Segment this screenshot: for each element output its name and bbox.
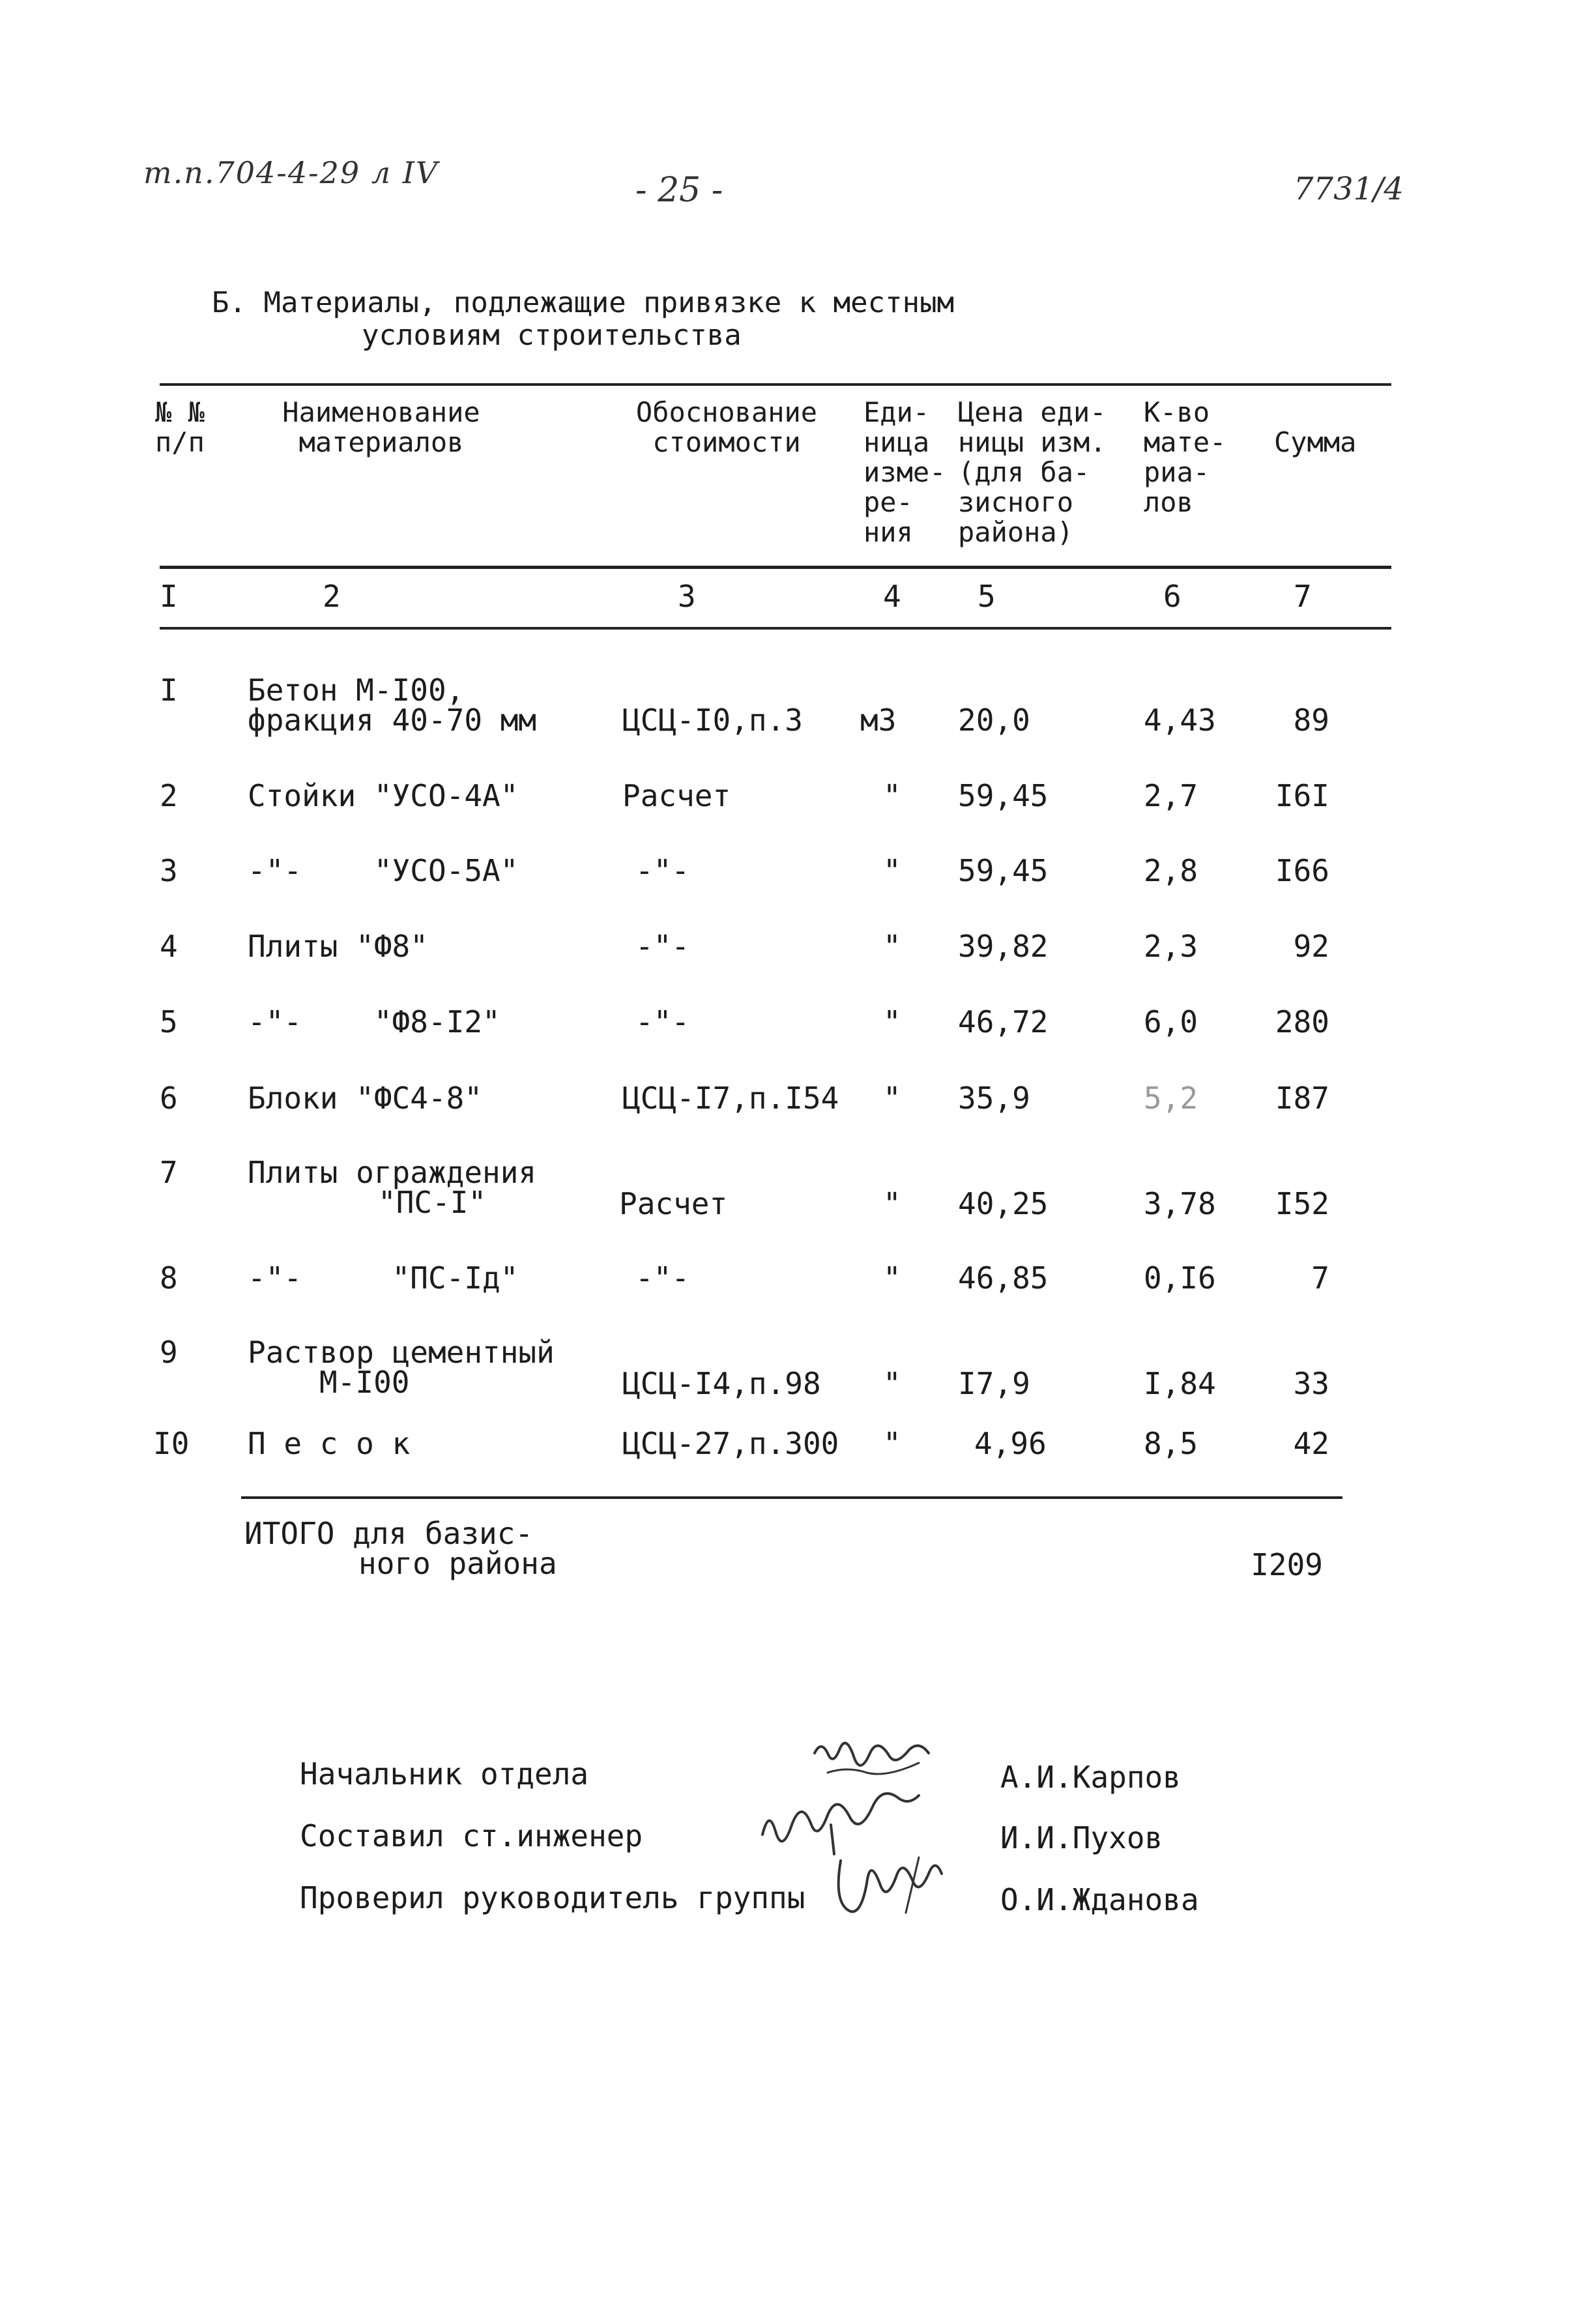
table-row-7-qty: 3,78	[1144, 1186, 1216, 1221]
table-row-3-num: 3	[160, 853, 178, 888]
table-row-4-name: Плиты "Ф8"	[248, 929, 428, 964]
table-row-9-price: I7,9	[958, 1366, 1030, 1401]
table-row-7-num: 7	[160, 1155, 178, 1190]
header-name: Наименование материалов	[282, 396, 480, 458]
header-unit: Еди- ница изме- ре- ния	[863, 396, 946, 548]
table-row-5-price: 46,72	[958, 1004, 1049, 1039]
table-row-4-num: 4	[160, 929, 178, 964]
table-row-10-num: I0	[153, 1426, 190, 1461]
table-row-3-qty: 2,8	[1144, 853, 1198, 888]
table-row-2-unit: "	[883, 778, 901, 813]
header-basis: Обоснование стоимости	[635, 396, 818, 458]
table-row-8-name: -"- "ПС-Iд"	[248, 1260, 519, 1296]
table-row-3-price: 59,45	[958, 853, 1049, 888]
table-row-6-num: 6	[160, 1081, 178, 1116]
colnum-bottom-rule	[160, 627, 1391, 630]
header-num: № № п/п	[155, 396, 205, 458]
column-number: 5	[978, 579, 996, 614]
table-row-1-sum: 89	[1293, 703, 1329, 738]
table-row-10-basis: ЦСЦ-27,п.300	[622, 1426, 839, 1461]
page-number: - 25 -	[635, 171, 723, 210]
table-row-5-unit: "	[883, 1004, 901, 1039]
table-row-3-sum: I66	[1275, 853, 1329, 888]
table-row-1-unit: м3	[860, 703, 897, 738]
signature-name-3: О.И.Жданова	[1000, 1882, 1199, 1917]
table-row-1-qty: 4,43	[1144, 703, 1216, 738]
table-row-8-sum: 7	[1311, 1260, 1329, 1296]
table-row-1-basis: ЦСЦ-I0,п.3	[622, 703, 803, 738]
header-bottom-rule	[160, 566, 1391, 569]
table-row-7-price: 40,25	[958, 1186, 1049, 1221]
signature-mark-3	[828, 1848, 945, 1919]
table-row-6-qty: 5,2	[1144, 1081, 1198, 1116]
table-row-6-unit: "	[883, 1081, 901, 1116]
table-row-5-basis: -"-	[635, 1004, 690, 1039]
table-row-9-basis: ЦСЦ-I4,п.98	[622, 1366, 821, 1401]
table-row-3-basis: -"-	[635, 853, 690, 888]
table-row-5-sum: 280	[1275, 1004, 1329, 1039]
table-row-2-price: 59,45	[958, 778, 1049, 813]
table-row-1-name: Бетон М-I00, фракция 40-70 мм	[248, 673, 537, 738]
table-row-10-price: 4,96	[974, 1426, 1047, 1461]
table-row-10-name: П е с о к	[248, 1426, 411, 1461]
table-row-7-basis: Расчет	[619, 1186, 728, 1221]
table-row-2-qty: 2,7	[1144, 778, 1198, 813]
header-qty: К-во мате- риа- лов	[1144, 396, 1226, 518]
table-row-9-sum: 33	[1293, 1366, 1329, 1401]
table-row-10-unit: "	[883, 1426, 901, 1461]
column-number: 3	[678, 579, 696, 614]
table-row-3-unit: "	[883, 853, 901, 888]
table-row-7-name: Плиты ограждения "ПС-I"	[248, 1155, 537, 1220]
table-row-9-qty: I,84	[1144, 1366, 1216, 1401]
document-code: т.п.704-4-29 л IV	[143, 155, 439, 190]
table-row-6-price: 35,9	[958, 1081, 1030, 1116]
column-number: 7	[1294, 579, 1312, 614]
table-row-9-unit: "	[883, 1366, 901, 1401]
table-row-4-unit: "	[883, 929, 901, 964]
column-number: 2	[323, 579, 341, 614]
total-value: I209	[1251, 1547, 1323, 1582]
table-row-5-name: -"- "Ф8-I2"	[248, 1004, 500, 1039]
signature-name-2: И.И.Пухов	[1000, 1820, 1163, 1855]
signature-name-1: А.И.Карпов	[1000, 1760, 1181, 1795]
table-row-9-num: 9	[160, 1335, 178, 1370]
table-row-8-price: 46,85	[958, 1260, 1049, 1296]
section-title	[212, 287, 954, 352]
table-row-6-basis: ЦСЦ-I7,п.I54	[622, 1081, 839, 1116]
table-row-2-name: Стойки "УСО-4А"	[248, 778, 519, 813]
section-title-line1: Б. Материалы, подлежащие привязке к местным	[212, 286, 955, 319]
header-sum: Сумма	[1274, 426, 1357, 458]
table-row-5-num: 5	[160, 1004, 178, 1039]
table-row-4-price: 39,82	[958, 929, 1049, 964]
table-row-2-sum: I6I	[1275, 778, 1329, 813]
table-row-8-unit: "	[883, 1260, 901, 1296]
signature-role-2: Составил ст.инженер	[300, 1818, 643, 1853]
table-top-rule	[160, 383, 1391, 386]
column-number: 6	[1163, 579, 1181, 614]
table-row-6-name: Блоки "ФС4-8"	[248, 1081, 483, 1116]
table-row-2-num: 2	[160, 778, 178, 813]
table-row-4-sum: 92	[1293, 929, 1329, 964]
header-price: Цена еди- ницы изм. (для ба- зисного района)	[958, 396, 1107, 548]
column-number: 4	[883, 579, 901, 614]
signature-role-3: Проверил руководитель группы	[300, 1880, 805, 1915]
table-row-6-sum: I87	[1275, 1081, 1329, 1116]
table-row-2-basis: Расчет	[622, 778, 731, 813]
table-row-4-basis: -"-	[635, 929, 690, 964]
table-row-3-name: -"- "УСО-5А"	[248, 853, 519, 888]
table-row-10-sum: 42	[1293, 1426, 1329, 1461]
table-row-7-sum: I52	[1275, 1186, 1329, 1221]
table-row-10-qty: 8,5	[1144, 1426, 1198, 1461]
archive-number: 7731/4	[1294, 171, 1404, 207]
table-row-5-qty: 6,0	[1144, 1004, 1198, 1039]
table-bottom-rule	[241, 1496, 1342, 1499]
table-row-8-num: 8	[160, 1260, 178, 1296]
signature-role-1: Начальник отдела	[300, 1756, 589, 1792]
table-row-8-basis: -"-	[635, 1260, 690, 1296]
table-row-1-price: 20,0	[958, 703, 1030, 738]
table-row-1-num: I	[160, 673, 178, 708]
total-label: ИТОГО для базис- ного района	[244, 1516, 557, 1581]
table-row-9-name: Раствор цементный М-I00	[248, 1335, 555, 1400]
table-row-4-qty: 2,3	[1144, 929, 1198, 964]
column-number: I	[160, 579, 178, 614]
section-title-line2: условиям строительства	[362, 319, 742, 352]
table-row-8-qty: 0,I6	[1144, 1260, 1216, 1296]
table-row-7-unit: "	[883, 1186, 901, 1221]
